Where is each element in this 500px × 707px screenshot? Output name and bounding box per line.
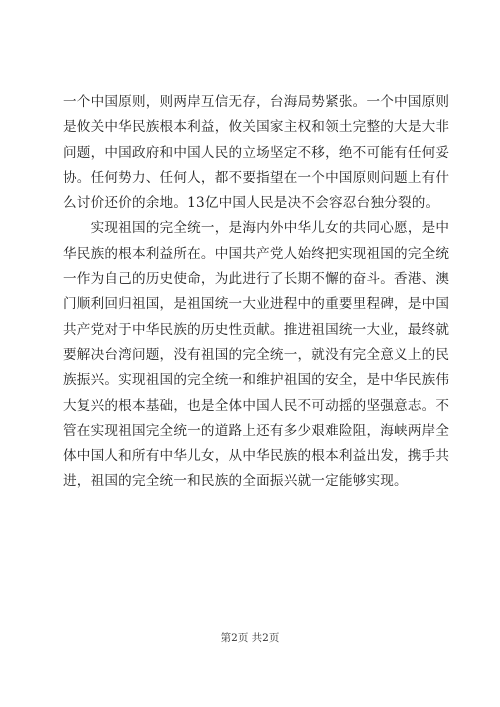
text-line: 一作为自己的历史使命，为此进行了长期不懈的奋斗。香港、澳 — [63, 271, 450, 288]
document-body — [63, 90, 450, 495]
text-line: 协。任何势力、任何人，都不要指望在一个中国原则问题上有什 — [63, 169, 450, 186]
text-line: 管在实现祖国完全统一的道路上还有多少艰难险阻，海峡两岸全 — [63, 422, 450, 439]
text-line: 族振兴。实现祖国的完全统一和维护祖国的安全，是中华民族伟 — [63, 372, 450, 389]
text-line: 实现祖国的完全统一，是海内外中华儿女的共同心愿，是中 — [63, 220, 450, 237]
text-line: 共产党对于中华民族的历史性贡献。推进祖国统一大业，最终就 — [63, 321, 450, 338]
text-line: 进，祖国的完全统一和民族的全面振兴就一定能够实现。 — [63, 473, 408, 490]
text-line: 是攸关中华民族根本利益，攸关国家主权和领土完整的大是大非 — [63, 119, 450, 136]
text-line: 门顺利回归祖国，是祖国统一大业进程中的重要里程碑，是中国 — [63, 296, 450, 313]
text-line: 么讨价还价的余地。13亿中国人民是决不会容忍台独分裂的。 — [63, 195, 440, 212]
text-line: 一个中国原则，则两岸互信无存，台海局势紧张。一个中国原则 — [63, 94, 450, 110]
text-line: 体中国人和所有中华儿女，从中华民族的根本利益出发，携手共 — [63, 448, 450, 465]
page-number-footer: 第2页 共2页 — [220, 632, 280, 644]
text-line: 大复兴的根本基础，也是全体中国人民不可动摇的坚强意志。不 — [63, 397, 450, 414]
text-line: 华民族的根本利益所在。中国共产党人始终把实现祖国的完全统 — [63, 245, 450, 262]
text-line: 问题，中国政府和中国人民的立场坚定不移，绝不可能有任何妥 — [63, 144, 450, 161]
text-line: 要解决台湾问题，没有祖国的完全统一，就没有完全意义上的民 — [63, 346, 450, 363]
